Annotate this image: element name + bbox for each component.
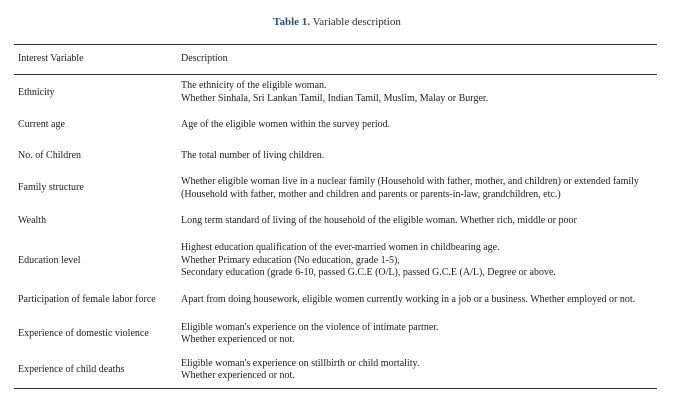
description-line: Highest education qualification of the ever-married women in childbearing age. [181, 242, 500, 254]
description-line: Whether Sinhala, Sri Lankan Tamil, Indian Tamil, Muslim, Malay or Burger. [181, 92, 489, 104]
table-row [14, 75, 657, 111]
table-caption-text: Variable description [310, 16, 401, 28]
description-line: Whether experienced or not. [181, 334, 295, 345]
description-line: Whether Primary education (No education, grade 1-5), [181, 254, 400, 266]
description-cell [177, 206, 657, 238]
variable-cell: Family structure [18, 182, 84, 194]
variable-cell: Ethnicity [18, 86, 55, 98]
variable-cell: Experience of domestic violence [18, 327, 149, 339]
description-cell [177, 238, 657, 285]
variable-cell: Experience of child deaths [14, 353, 177, 389]
description-cell [177, 111, 657, 141]
header-description: Description [177, 45, 657, 75]
variable-description-table [14, 44, 657, 389]
description-line: Eligible woman's experience on the violence of intimate partner. [181, 321, 439, 333]
table-row [14, 238, 657, 285]
table-caption [0, 15, 674, 29]
description-line: Whether experienced or not. [181, 370, 295, 382]
description-line: Eligible woman's experience on stillbirth or child mortality. [181, 357, 420, 369]
description-cell [177, 316, 657, 353]
variable-cell: Wealth [18, 215, 47, 227]
description-cell [177, 285, 657, 316]
variable-cell: Education level [18, 254, 81, 266]
description-line: The ethnicity of the eligible woman. [181, 80, 327, 92]
table-row [14, 206, 657, 238]
table-row [14, 353, 657, 389]
header-interest-variable: Interest Variable [14, 45, 177, 75]
table-row [14, 172, 657, 206]
table-row [14, 316, 657, 353]
table-header-row [14, 45, 657, 75]
description-line: The total number of living children. [181, 149, 325, 161]
description-line: Secondary education (grade 6-10, passed G.C.E (O/L), passed G.C.E (A/L), Degree or above. [181, 267, 556, 279]
description-line: Age of the eligible women within the survey period. [181, 119, 391, 131]
variable-cell: No. of Children [18, 149, 82, 161]
description-line: Apart from doing housework, eligible women currently working in a job or a business. Whether employed or not. [181, 293, 636, 305]
table-row [14, 141, 657, 172]
description-cell [177, 353, 657, 389]
table-row [14, 285, 657, 316]
description-cell [177, 75, 657, 111]
description-line: Long term standard of living of the household of the eligible woman. Whether rich, middle or poor [181, 215, 577, 227]
variable-cell: Participation of female labor force [18, 293, 156, 305]
table-row [14, 111, 657, 141]
description-cell [177, 172, 657, 206]
description-line: Whether eligible woman live in a nuclear family (Household with father, mother, and children) or extended family (Household with father, mother and children and parents or parents-in-law, grandchildren, etc.) [181, 176, 639, 200]
table-caption-label: Table 1. [273, 16, 311, 28]
description-cell [177, 141, 657, 172]
variable-cell: Current age [18, 119, 65, 131]
